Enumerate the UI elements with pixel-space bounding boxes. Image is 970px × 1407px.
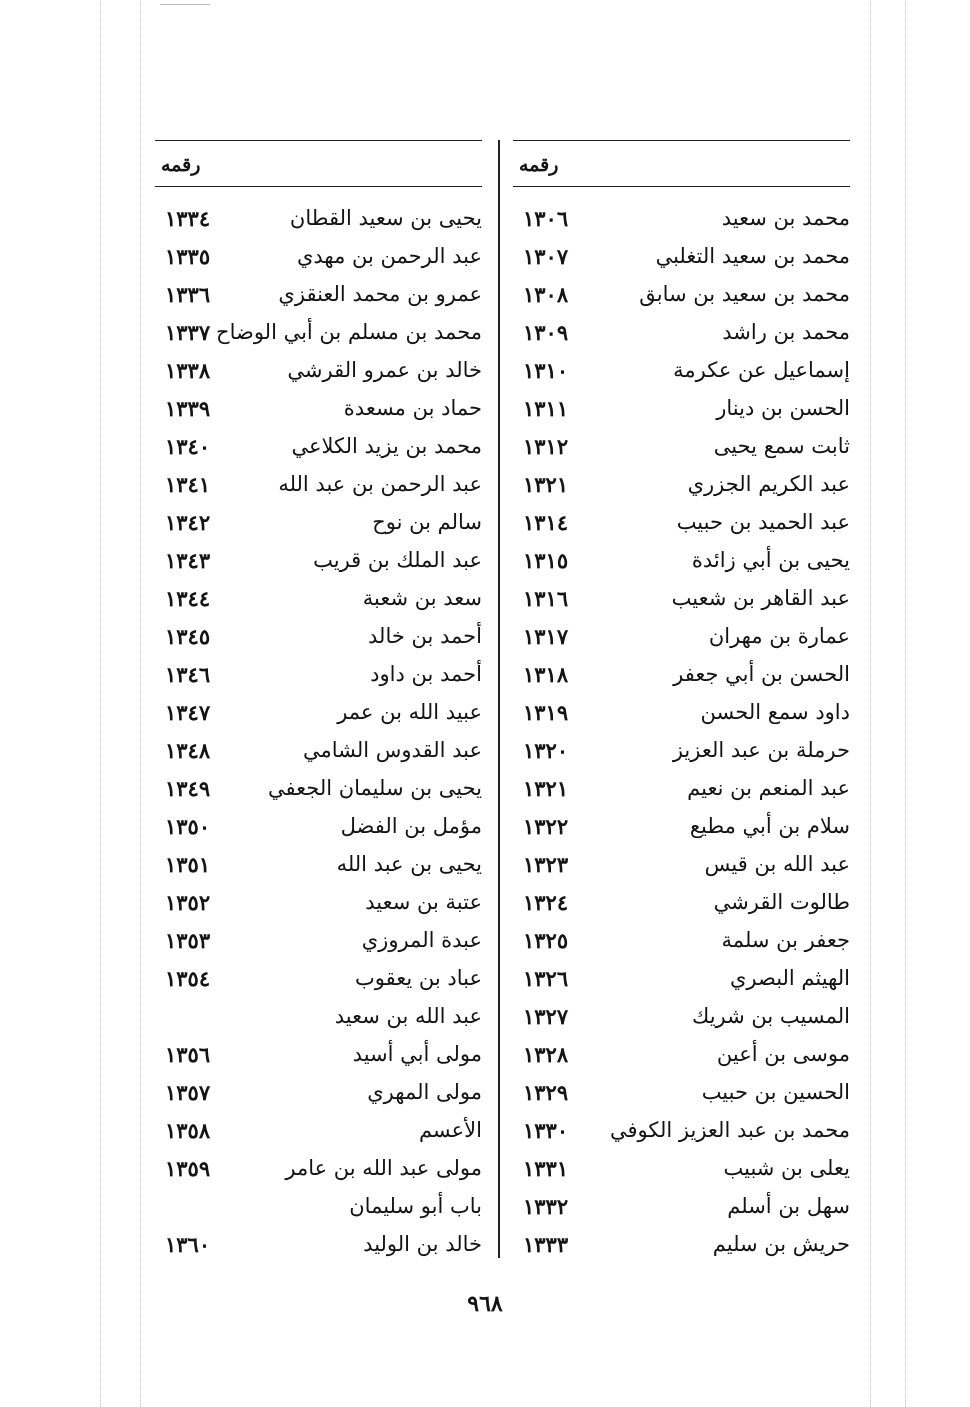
index-entry (155, 240, 482, 278)
entry-number: ١٣١٨ (523, 662, 569, 687)
entry-number: ١٣٥٧ (165, 1080, 211, 1105)
index-entry (513, 316, 850, 354)
index-entry (513, 886, 850, 924)
entry-name: يحيى بن سليمان الجعفي (268, 776, 482, 800)
entry-name: عبد القاهر بن شعيب (671, 586, 850, 610)
entry-number: ١٣٣٣ (523, 1232, 569, 1257)
index-entry (155, 772, 482, 810)
entry-name: الحسن بن أبي جعفر (673, 662, 850, 686)
index-entry (513, 582, 850, 620)
entry-number: ١٣٥٩ (165, 1156, 211, 1181)
entry-name: سهل بن أسلم (727, 1194, 850, 1218)
entry-name: حرملة بن عبد العزيز (672, 738, 850, 762)
entry-number: ١٣٠٨ (523, 282, 569, 307)
entry-number: ١٣٠٧ (523, 244, 569, 269)
entry-name: سالم بن نوح (372, 510, 482, 534)
entry-number: ١٣٣٠ (523, 1118, 569, 1143)
entry-number: ١٣٤١ (165, 472, 211, 497)
entry-number: ١٣١٥ (523, 548, 569, 573)
entry-name: عبد الحميد بن حبيب (676, 510, 850, 534)
page-number: ٩٦٨ (467, 1291, 503, 1317)
index-entry (513, 278, 850, 316)
entry-number: ١٣٣٩ (165, 396, 211, 421)
index-entry (155, 1038, 482, 1076)
entry-number: ١٣٣٥ (165, 244, 211, 269)
entry-number: ١٣٥٣ (165, 928, 211, 953)
entry-name: المسيب بن شريك (692, 1004, 850, 1028)
entry-name: يعلى بن شبيب (723, 1156, 850, 1180)
entry-name: الحسن بن دينار (716, 396, 850, 420)
index-entry (155, 810, 482, 848)
scan-artifact-line (140, 0, 141, 1407)
entry-name: يحيى بن عبد الله (336, 852, 482, 876)
entry-number: ١٣٥٨ (165, 1118, 211, 1143)
entry-number: ١٣٢١ (523, 472, 569, 497)
index-entry (513, 1152, 850, 1190)
entry-number: ١٣٠٦ (523, 206, 569, 231)
index-entry (155, 886, 482, 924)
entry-name: طالوت القرشي (713, 890, 850, 914)
index-entry (513, 1114, 850, 1152)
index-entry (155, 1000, 482, 1038)
entry-number: ١٣٢٦ (523, 966, 569, 991)
entry-number: ١٣٢٠ (523, 738, 569, 763)
index-entry (513, 354, 850, 392)
entry-number: ١٣٥٤ (165, 966, 211, 991)
entry-number: ١٣١٢ (523, 434, 569, 459)
index-entry (155, 696, 482, 734)
entry-name: سلام بن أبي مطيع (689, 814, 850, 838)
entry-name: باب أبو سليمان (349, 1194, 482, 1218)
index-entry (513, 772, 850, 810)
entry-name: مولى أبي أسيد (352, 1042, 482, 1066)
entry-number: ١٣٢١ (523, 776, 569, 801)
entry-number: ١٣٣٦ (165, 282, 211, 307)
entry-name: محمد بن عبد العزيز الكوفي (610, 1118, 850, 1142)
entry-name: عبد القدوس الشامي (302, 738, 482, 762)
entry-number: ١٣٠٩ (523, 320, 569, 345)
entry-number: ١٣٤٠ (165, 434, 211, 459)
index-entry (513, 506, 850, 544)
entry-number: ١٣٢٧ (523, 1004, 569, 1029)
index-entry (513, 1190, 850, 1228)
index-entry (155, 582, 482, 620)
column-header-rule (513, 186, 850, 187)
entry-number: ١٣٣١ (523, 1156, 569, 1181)
entry-number: ١٣٤٩ (165, 776, 211, 801)
entry-number: ١٣٣٧ (165, 320, 211, 345)
entry-number: ١٣٣٤ (165, 206, 211, 231)
entry-name: عبد الله بن سعيد (334, 1004, 482, 1028)
entry-number: ١٣٤٢ (165, 510, 211, 535)
entry-name: الأعسم (418, 1118, 482, 1142)
entry-name: محمد بن راشد (722, 320, 850, 344)
index-entry (155, 1190, 482, 1228)
index-entry (513, 658, 850, 696)
entry-name: عمارة بن مهران (708, 624, 850, 648)
entry-number: ١٣٢٢ (523, 814, 569, 839)
entry-number: ١٣٢٩ (523, 1080, 569, 1105)
entry-name: محمد بن يزيد الكلاعي (291, 434, 482, 458)
number-column-label: رقمه (161, 154, 201, 176)
index-entry (513, 544, 850, 582)
index-entry (155, 924, 482, 962)
entry-number: ١٣١٩ (523, 700, 569, 725)
entry-number: ١٣٤٣ (165, 548, 211, 573)
scan-artifact-line (870, 0, 871, 1407)
entry-name: مولى عبد الله بن عامر (285, 1156, 482, 1180)
index-entry (513, 392, 850, 430)
entry-number: ١٣٤٦ (165, 662, 211, 687)
index-entry (155, 1152, 482, 1190)
entry-number: ١٣٤٥ (165, 624, 211, 649)
index-entry (513, 1076, 850, 1114)
index-entry (513, 962, 850, 1000)
index-entry (155, 316, 482, 354)
entry-number: ١٣٤٤ (165, 586, 211, 611)
number-column-label: رقمه (519, 154, 559, 176)
entry-name: عتبة بن سعيد (365, 890, 482, 914)
entry-name: محمد بن سعيد التغلبي (655, 244, 850, 268)
entry-number: ١٣١٦ (523, 586, 569, 611)
entry-name: داود سمع الحسن (700, 700, 850, 724)
entry-name: عبدة المروزي (361, 928, 482, 952)
entry-number: ١٣٢٥ (523, 928, 569, 953)
entry-number: ١٣١٤ (523, 510, 569, 535)
entry-list (513, 202, 850, 1266)
entry-number: ١٣٤٧ (165, 700, 211, 725)
scan-artifact-line (100, 0, 101, 1407)
index-entry (155, 354, 482, 392)
entry-name: الحسين بن حبيب (701, 1080, 850, 1104)
index-entry (155, 734, 482, 772)
scan-artifact-mark (160, 4, 210, 5)
entry-number: ١٣٥٢ (165, 890, 211, 915)
entry-list (155, 202, 482, 1266)
entry-name: عمرو بن محمد العنقزي (278, 282, 482, 306)
index-entry (155, 848, 482, 886)
column-top-rule (513, 140, 850, 141)
index-entry (155, 392, 482, 430)
entry-number: ١٣٥١ (165, 852, 211, 877)
entry-name: عبد الكريم الجزري (687, 472, 850, 496)
entry-name: ثابت سمع يحيى (713, 434, 850, 458)
entry-name: حماد بن مسعدة (343, 396, 482, 420)
column-top-rule (155, 140, 482, 141)
index-entry (155, 962, 482, 1000)
entry-name: خالد بن الوليد (363, 1232, 482, 1256)
index-entry (513, 468, 850, 506)
index-entry (155, 1114, 482, 1152)
entry-name: محمد بن مسلم بن أبي الوضاح (216, 320, 482, 344)
index-entry (513, 1228, 850, 1266)
index-entry (513, 696, 850, 734)
index-entry (155, 506, 482, 544)
entry-name: أحمد بن خالد (368, 624, 482, 648)
index-entry (513, 620, 850, 658)
entry-number: ١٣١٧ (523, 624, 569, 649)
entry-name: موسى بن أعين (716, 1042, 850, 1066)
index-entry (513, 848, 850, 886)
index-entry (155, 658, 482, 696)
entry-number: ١٣١٠ (523, 358, 569, 383)
entry-name: خالد بن عمرو القرشي (287, 358, 482, 382)
scan-artifact-line (905, 0, 906, 1407)
entry-name: إسماعيل عن عكرمة (673, 358, 850, 382)
index-entry (513, 430, 850, 468)
entry-name: محمد بن سعيد بن سابق (639, 282, 850, 306)
entry-number: ١٣٤٨ (165, 738, 211, 763)
entry-name: عبد الله بن قيس (704, 852, 850, 876)
entry-number: ١٣٢٣ (523, 852, 569, 877)
index-entry (513, 1038, 850, 1076)
entry-name: عبد الرحمن بن عبد الله (278, 472, 482, 496)
entry-name: محمد بن سعيد (721, 206, 850, 230)
entry-name: جعفر بن سلمة (721, 928, 850, 952)
index-entry (513, 810, 850, 848)
index-entry (513, 734, 850, 772)
index-entry (513, 202, 850, 240)
index-entry (155, 544, 482, 582)
index-entry (155, 468, 482, 506)
column-divider (498, 140, 500, 1258)
entry-name: عباد بن يعقوب (354, 966, 482, 990)
entry-number: ١٣١١ (523, 396, 569, 421)
index-entry (155, 1228, 482, 1266)
entry-name: عبد الملك بن قريب (313, 548, 482, 572)
index-entry (155, 430, 482, 468)
index-entry (155, 278, 482, 316)
index-entry (155, 620, 482, 658)
entry-name: مؤمل بن الفضل (340, 814, 482, 838)
column-header (155, 148, 482, 184)
entry-number: ١٣٥٠ (165, 814, 211, 839)
index-entry (155, 1076, 482, 1114)
entry-number: ١٣٣٨ (165, 358, 211, 383)
entry-name: عبيد الله بن عمر (337, 700, 482, 724)
entry-name: يحيى بن أبي زائدة (691, 548, 850, 572)
entry-name: أحمد بن داود (370, 662, 482, 686)
entry-name: مولى المهري (367, 1080, 482, 1104)
index-entry (513, 1000, 850, 1038)
entry-number: ١٣٥٦ (165, 1042, 211, 1067)
entry-name: عبد الرحمن بن مهدي (296, 244, 482, 268)
entry-number: ١٣٣٢ (523, 1194, 569, 1219)
index-entry (155, 202, 482, 240)
column-header (513, 148, 850, 184)
index-entry (513, 240, 850, 278)
entry-name: حريش بن سليم (712, 1232, 850, 1256)
entry-name: عبد المنعم بن نعيم (687, 776, 850, 800)
entry-name: يحيى بن سعيد القطان (289, 206, 482, 230)
entry-name: سعد بن شعبة (362, 586, 482, 610)
entry-name: الهيثم البصري (729, 966, 850, 990)
entry-number: ١٣٢٤ (523, 890, 569, 915)
column-header-rule (155, 186, 482, 187)
entry-number: ١٣٦٠ (165, 1232, 211, 1257)
entry-number: ١٣٢٨ (523, 1042, 569, 1067)
index-entry (513, 924, 850, 962)
